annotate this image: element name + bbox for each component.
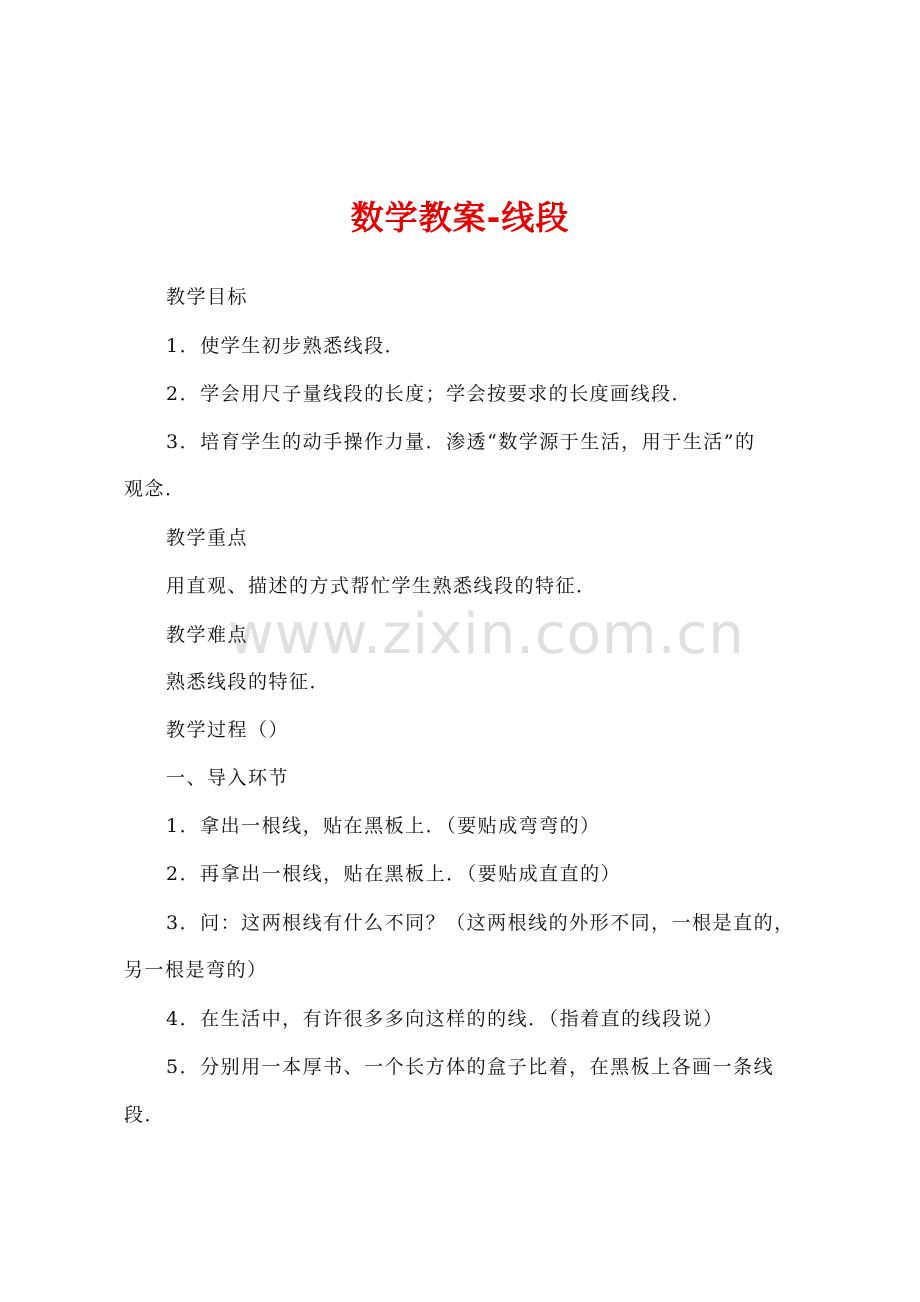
- heading-difficulties: 教学难点: [166, 624, 249, 646]
- heading-objectives: 教学目标: [166, 286, 249, 308]
- paragraph-line: 另一根是弯的）: [124, 959, 268, 981]
- paragraph-line: 用直观、描述的方式帮忙学生熟悉线段的特征．: [166, 575, 597, 597]
- document-title: 数学教案-线段: [350, 198, 570, 237]
- paragraph-line: 观念．: [124, 478, 186, 500]
- paragraph-line: 3．问：这两根线有什么不同？（这两根线的外形不同，一根是直的，: [166, 912, 795, 934]
- paragraph-line: 4．在生活中，有许很多多向这样的的线．（指着直的线段说）: [166, 1008, 724, 1030]
- paragraph-line: 段．: [124, 1104, 166, 1126]
- paragraph-line: 5．分别用一本厚书、一个长方体的盒子比着，在黑板上各画一条线: [166, 1056, 775, 1078]
- paragraph-line: 2．再拿出一根线，贴在黑板上．（要贴成直直的）: [166, 863, 622, 885]
- heading-key-points: 教学重点: [166, 527, 249, 549]
- paragraph-line: 熟悉线段的特征．: [166, 671, 331, 693]
- section-heading: 一、导入环节: [166, 767, 290, 789]
- paragraph-line: 1．拿出一根线，贴在黑板上．（要贴成弯弯的）: [166, 815, 601, 837]
- paragraph-line: 3．培育学生的动手操作力量．渗透“数学源于生活，用于生活”的: [166, 431, 756, 453]
- paragraph-line: 2．学会用尺子量线段的长度；学会按要求的长度画线段．: [166, 383, 693, 405]
- watermark: www.zixin.com.cn: [228, 602, 745, 667]
- paragraph-line: 1．使学生初步熟悉线段．: [166, 335, 406, 357]
- heading-process: 教学过程（）: [166, 719, 290, 741]
